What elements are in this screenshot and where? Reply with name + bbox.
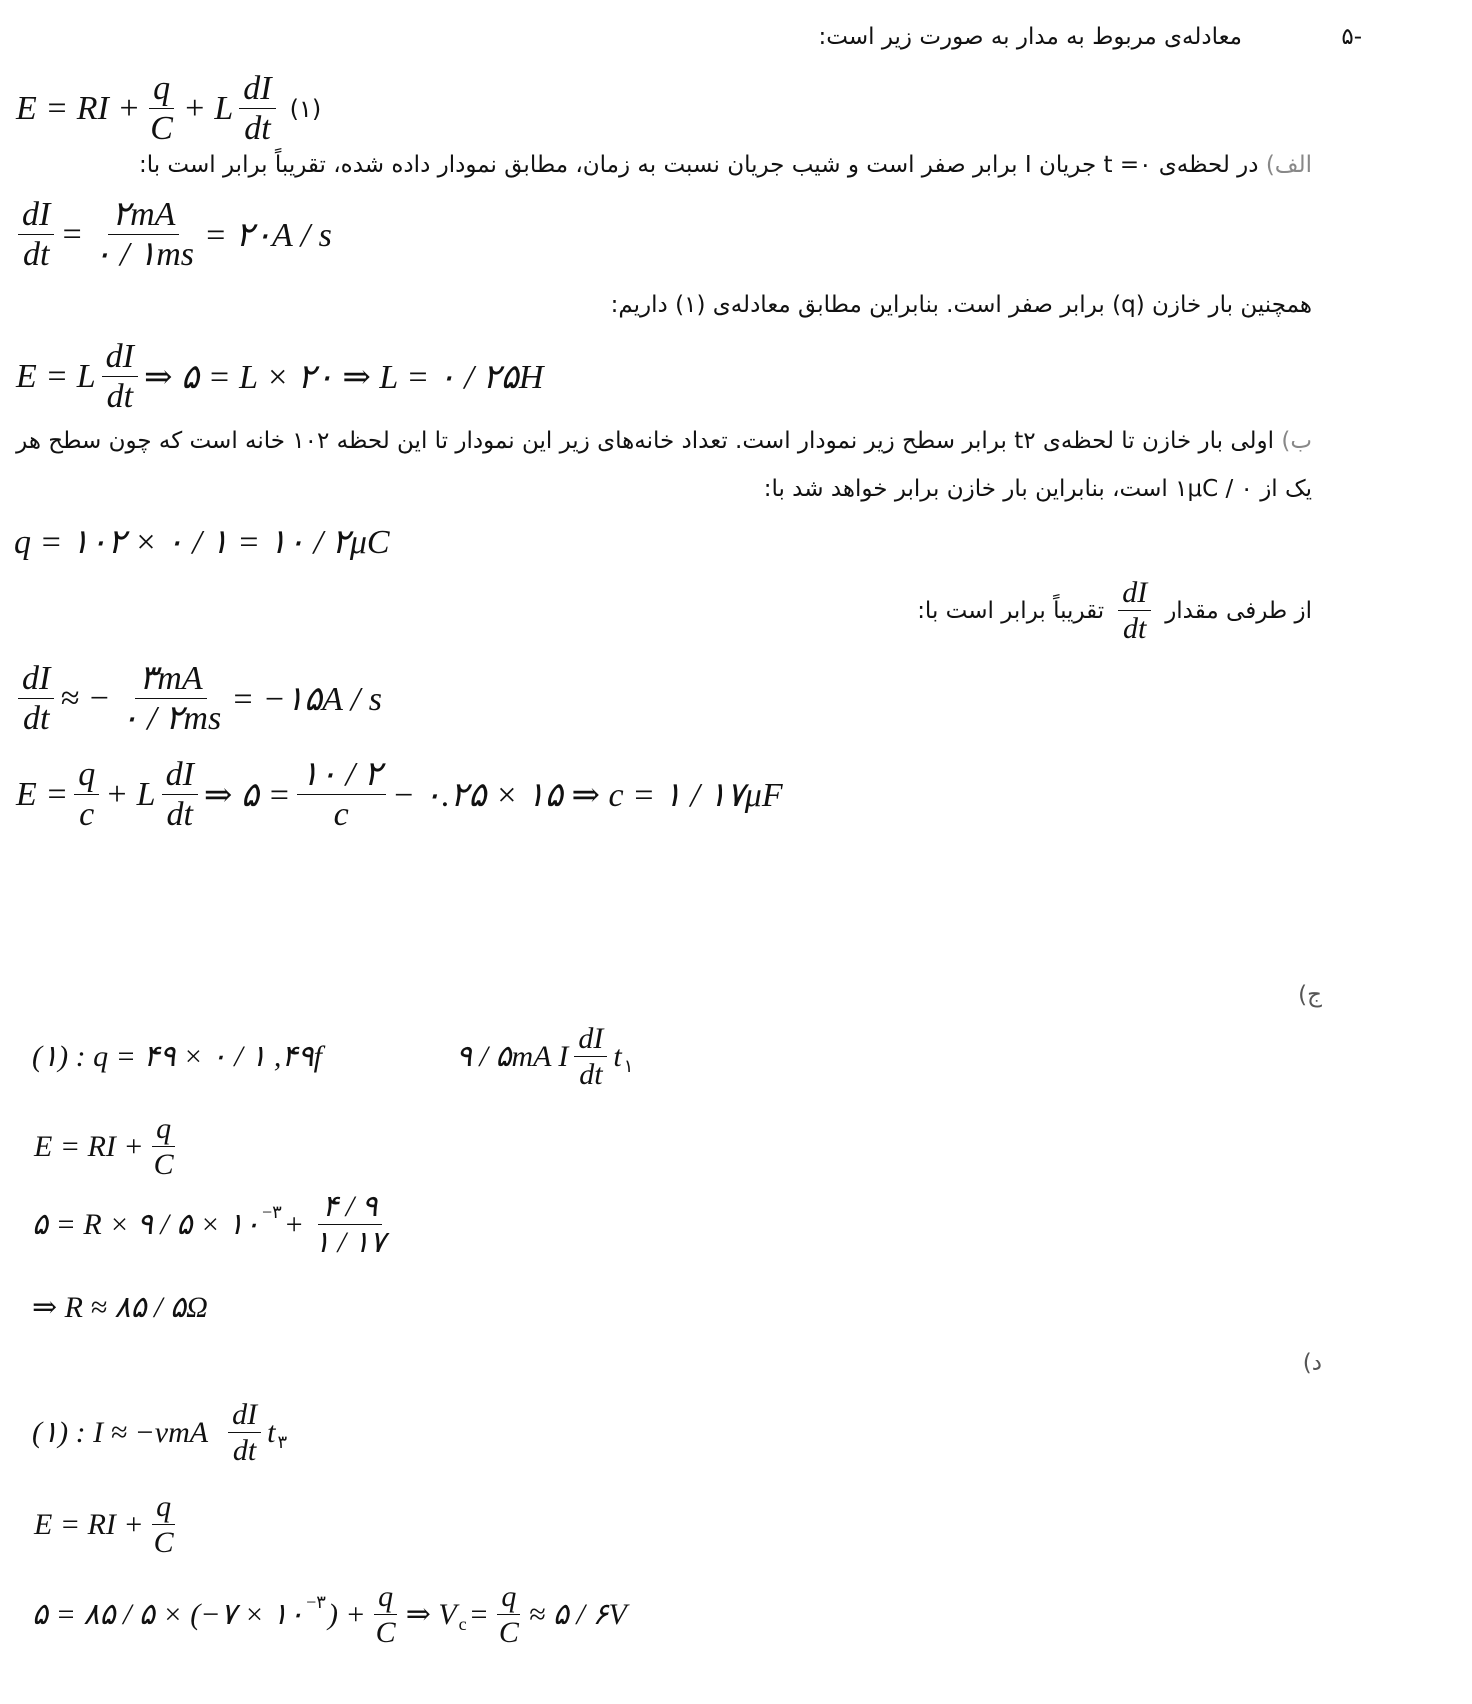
part-d-marker: د) bbox=[1302, 1350, 1322, 1376]
part-c-line3: ۵ = R × ۹ / ۵ × ۱۰ −۳ + $\frac{۴ / ۹}{۱ / ۱۷}$ bbox=[32, 1190, 386, 1259]
part-a-marker: الف) bbox=[1265, 152, 1312, 178]
part-c-marker: ج) bbox=[1298, 982, 1322, 1008]
problem-number: -۵ bbox=[1341, 24, 1362, 50]
part-d-line1: (۱) : I ≈ −vmA $\frac{dI}{dt}$ t ۳ bbox=[32, 1398, 288, 1467]
part-b-text2: یک از ۰ / ۱μC است، بنابراین بار خازن برابر خواهد شد با: bbox=[763, 476, 1312, 502]
part-a-text2: همچنین بار خازن (q) برابر صفر است. بنابراین مطابق معادله‌ی (۱) داریم: bbox=[610, 292, 1312, 318]
part-d-line2: E = RI + $\frac{q}{C}$ bbox=[34, 1490, 174, 1559]
equation-circuit: E = RI + $\frac{q}{C}$ + L $\frac{dI}{dt}$ (۱) bbox=[16, 70, 322, 148]
part-b-slope-equation: $\frac{dI}{dt}$ ≈ − $\frac{۳mA}{۰ / ۲ms}$ = −۱۵A / s bbox=[14, 660, 384, 738]
part-c-line1: (۱) : q = ۴۹ × ۰ / ۱ ,۴۹f ۹ / ۵mA I $\frac{dI}{dt}$ t ۱ bbox=[32, 1022, 634, 1091]
part-a-text: الف) در لحظه‌ی t =۰ جریان I برابر صفر است و شیب جریان نسبت به زمان، مطابق نمودار داده شده، تقریباً برابر است با: bbox=[138, 152, 1312, 178]
problem-statement: معادله‌ی مربوط به مدار به صورت زیر است: bbox=[818, 24, 1242, 50]
part-b-marker: ب) bbox=[1281, 428, 1312, 454]
part-a-inductance-equation: E = L $\frac{dI}{dt}$ ⇒ ۵ = L × ۲۰ ⇒ L = ۰ / ۲۵H bbox=[16, 338, 544, 416]
part-b-capacitance-equation: E = $\frac{q}{c}$ + L $\frac{dI}{dt}$ ⇒ ۵ = $\frac{۱۰ / ۲}{c}$ − ۰.۲۵ × ۱۵ ⇒ c = ۱ / ۱۷μF bbox=[16, 756, 783, 834]
part-b-charge-equation: q = ۱۰۲ × ۰ / ۱ = ۱۰ / ۲μC bbox=[14, 524, 390, 561]
part-a-slope-equation: $\frac{dI}{dt}$ = $\frac{۲mA}{۰ / ۱ms}$ = ۲۰A / s bbox=[14, 196, 334, 274]
part-d-line3: ۵ = ۸۵ / ۵ × (−۷ × ۱۰ −۳ ) + $\frac{q}{C}$ ⇒ V c = $\frac{q}{C}$ ≈ ۵ / ۶V bbox=[32, 1580, 627, 1649]
part-c-line4: ⇒ R ≈ ۸۵ / ۵Ω bbox=[32, 1291, 208, 1324]
part-c-line2: E = RI + $\frac{q}{C}$ bbox=[34, 1112, 174, 1181]
part-b-text3: از طرفی مقدار $\frac{dI}{dt}$ تقریباً برابر است با: bbox=[917, 576, 1312, 645]
part-b-text1: ب) اولی بار خازن تا لحظه‌ی t۲ برابر سطح زیر نمودار است. تعداد خانه‌های زیر این نمودار تا این لحظه ۱۰۲ خانه است که چون سطح هر bbox=[16, 428, 1312, 454]
